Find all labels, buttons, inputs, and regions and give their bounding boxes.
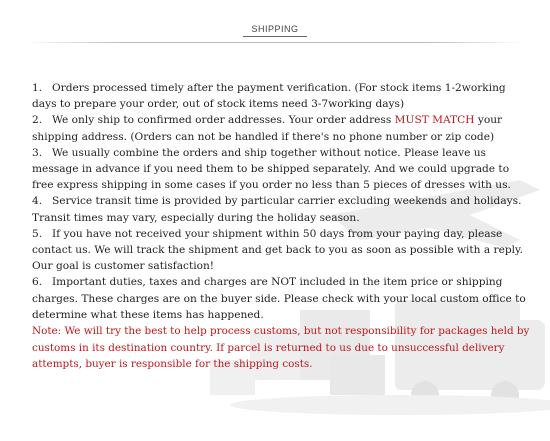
item-text: Orders processed timely after the payment verification. (For stock items 1-2working days to prepare your order, out of stock items need 3-7working days) [32, 82, 506, 111]
policy-item-4 [32, 193, 532, 225]
customs-note: Note: We will try the best to help process customs, but not responsibility for packages held by customs in its destination country. If parcel is returned to us due to unsuccessful delivery attempts, buyer is responsible for the shipping costs. [32, 325, 530, 371]
policy-item-6 [32, 274, 532, 323]
item-text: We only ship to confirmed order addresses. Your order address [52, 114, 395, 127]
item-number: 2. [32, 114, 43, 127]
shipping-policy [32, 80, 532, 373]
item-number: 1. [32, 82, 43, 94]
must-match-emphasis: MUST MATCH [394, 114, 475, 127]
item-text: your shipping address. (Orders can not be handled if there's no phone number or zip code) [32, 114, 503, 143]
policy-item-5 [32, 226, 532, 275]
policy-item-1 [32, 80, 532, 112]
item-text: Important duties, taxes and charges are NOT included in the item price or shipping charges. These charges are on the buyer side. Please check with your local custom office to determine what these items has happened. [32, 276, 526, 321]
section-title [0, 22, 550, 37]
item-number: 6. [32, 276, 43, 289]
item-number: 5. [32, 227, 43, 240]
item-text: Service transit time is provided by particular carrier excluding weekends and holidays. Transit times may vary, especially during the holiday season. [32, 195, 522, 224]
header-divider [25, 42, 525, 43]
policy-item-3 [32, 145, 532, 194]
item-number: 4. [32, 195, 43, 208]
item-number: 3. [32, 146, 43, 159]
item-text: We usually combine the orders and ship together without notice. Please leave us message in advance if you need them to be shipped separately. And we could upgrade to free express shipping in some cases if you order no less than 5 pieces of dresses with us. [32, 146, 511, 192]
section-header [0, 0, 550, 60]
item-text: If you have not received your shipment within 50 days from your paying day, please contact us. We will track the shipment and get back to you as soon as possible with a reply. Our goal is customer satisfaction! [32, 227, 524, 273]
section-title-text: SHIPPING [243, 22, 306, 37]
policy-item-2 [32, 112, 532, 144]
